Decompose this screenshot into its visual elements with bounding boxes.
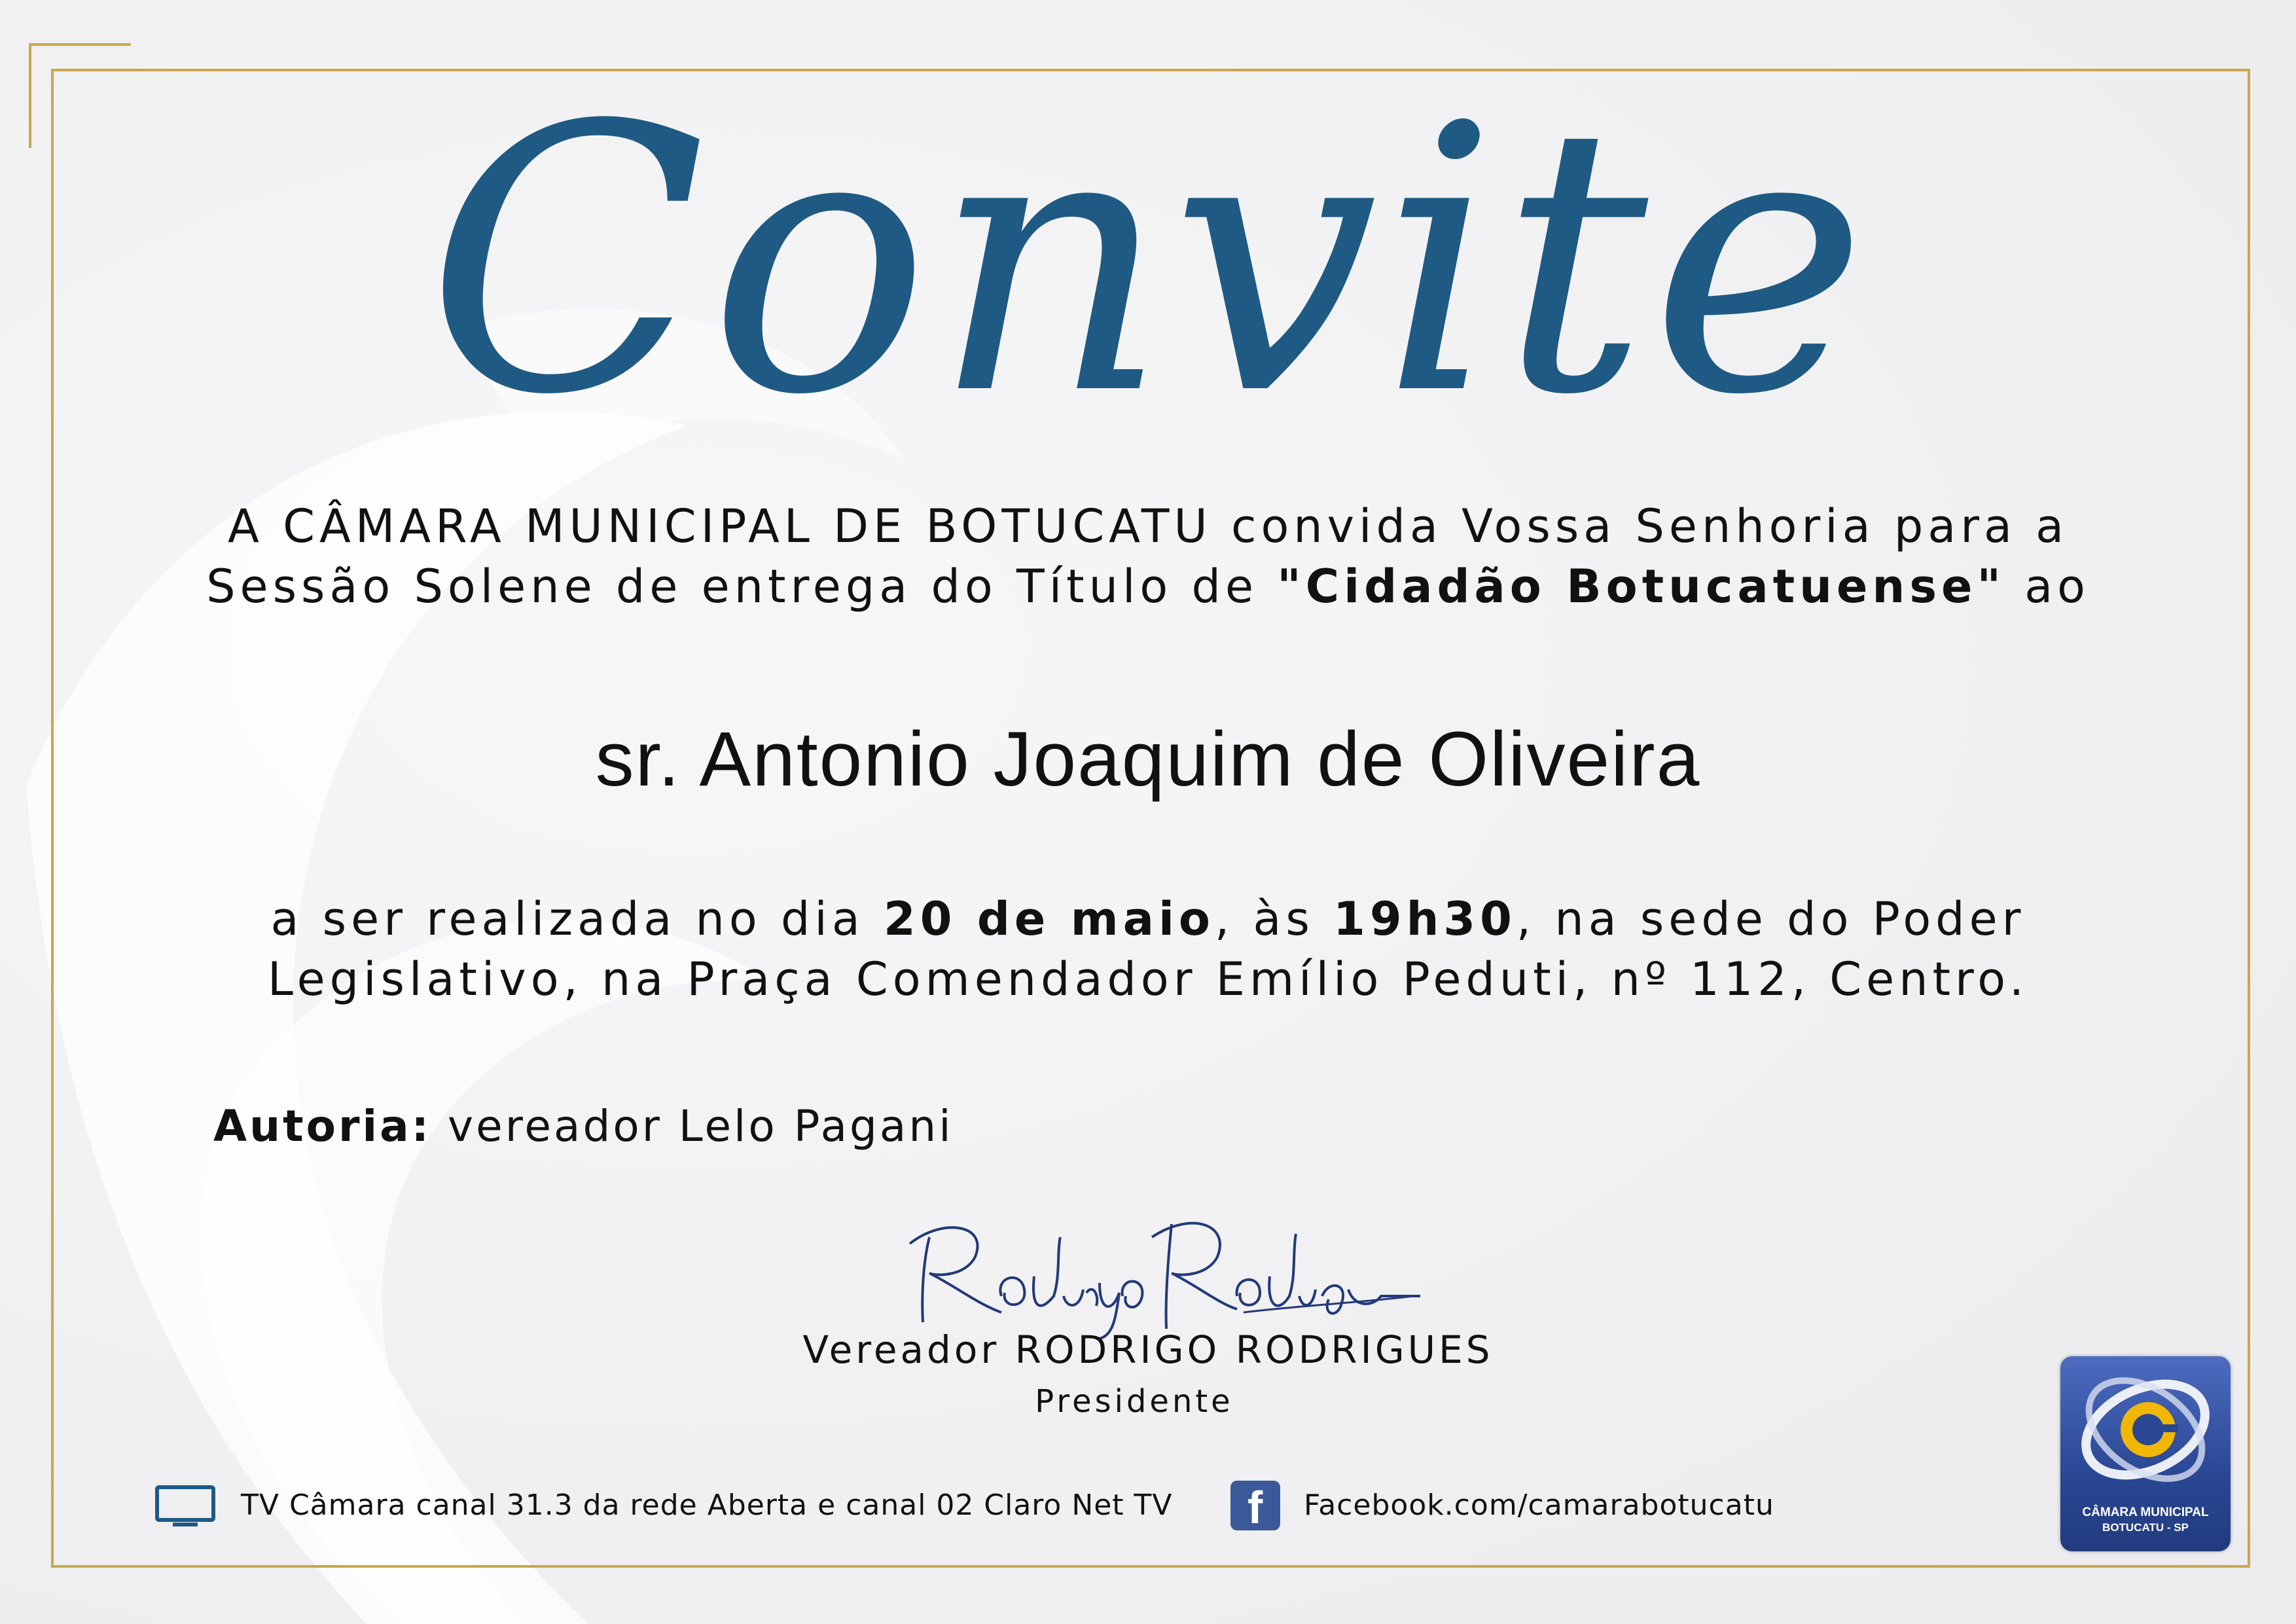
signer-name: Vereador RODRIGO RODRIGUES xyxy=(802,1327,1494,1372)
invitation-text xyxy=(131,496,2165,617)
award-title: "Cidadão Botucatuense" xyxy=(1277,560,2005,613)
handwritten-signature xyxy=(903,1198,1427,1342)
logo-text-line2: BOTUCATU - SP xyxy=(2102,1521,2189,1534)
invitation-title: Convite xyxy=(425,48,1871,475)
event-text-part: a ser realizada no dia xyxy=(270,892,884,946)
honoree-name: sr. Antonio Joaquim de Oliveira xyxy=(595,716,1701,803)
authorship-value: vereador Lelo Pagani xyxy=(431,1101,954,1151)
tv-channel-info: TV Câmara canal 31.3 da rede Aberta e canal 02 Claro Net TV xyxy=(241,1489,1173,1522)
event-location: Legislativo, na Praça Comendador Emílio Peduti, nº 112, Centro. xyxy=(267,952,2029,1006)
invitation-text-part: Sessão Solene de entrega do Título de xyxy=(206,560,1278,613)
invitation-text-part: ao xyxy=(2005,560,2090,613)
event-text-part: , na sede do Poder xyxy=(1516,892,2026,946)
authorship-label: Autoria: xyxy=(213,1101,432,1151)
logo-text-line1: CÂMARA MUNICIPAL xyxy=(2082,1506,2209,1519)
facebook-icon[interactable]: f xyxy=(1230,1481,1280,1530)
event-text-part: , às xyxy=(1215,892,1334,946)
authorship xyxy=(213,1097,954,1156)
corner-ornament xyxy=(29,43,131,46)
invitation-text-part: convida Vossa Senhoria para a xyxy=(1211,499,2069,553)
tv-icon xyxy=(154,1485,216,1529)
event-date: 20 de maio xyxy=(884,892,1215,946)
facebook-link[interactable]: Facebook.com/camarabotucatu xyxy=(1304,1489,1774,1522)
event-time: 19h30 xyxy=(1333,892,1516,946)
signer-role: Presidente xyxy=(1035,1383,1234,1420)
organization-name: A CÂMARA MUNICIPAL DE BOTUCATU xyxy=(227,499,1212,553)
camara-logo xyxy=(2060,1356,2231,1551)
event-details xyxy=(131,889,2165,1009)
